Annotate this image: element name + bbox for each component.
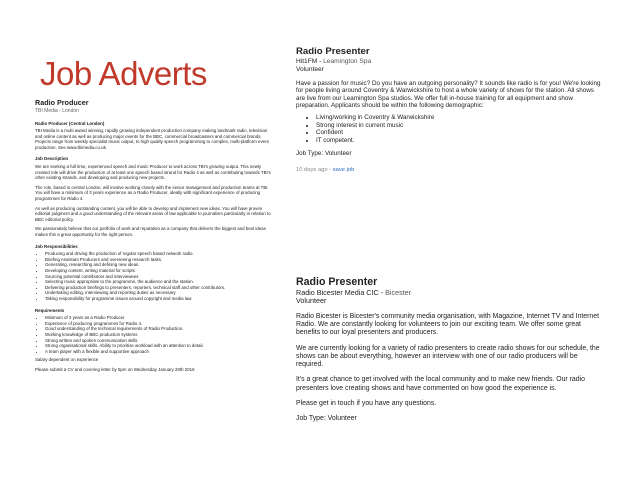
list-item: • Taking responsibility for programme issues around copyright and media law: [45, 296, 273, 302]
posted-line: 10 days ago - save job: [296, 166, 355, 173]
list-item: • Generating, researching and defining new ideas.: [45, 262, 273, 268]
advert-company-line: TBI Media - London: [35, 107, 79, 114]
advert-title: Radio Producer: [35, 99, 89, 107]
demographic-list: [296, 114, 602, 144]
description-paragraph: As well as producing outstanding content, you will be able to develop and implement new ideas. You will have proven editorial judgment and a good understanding of the relevant areas of law applicable to journalism particularly in relation to BBC editorial policy.: [35, 205, 271, 222]
list-item: • Good understanding of the technical requirements of Radio Production.: [45, 326, 273, 332]
advert-title: Radio Presenter: [296, 277, 378, 288]
hit1fm-advert: [296, 47, 602, 237]
list-item: • Experience of producing programmes for Radio 4.: [45, 321, 273, 327]
description-paragraph: The role, based in central London, will involve working closely with the senior management and production teams at TBI. You will have a minimum of 3 years experience as a Radio Producer, ideally with significant experience of producing programmes for Radio 4.: [35, 184, 269, 202]
advert-type: Volunteer: [296, 296, 327, 306]
list-item: • Living/working in Coventry & Warwickshire: [316, 114, 602, 122]
list-item: • Developing content, writing material for scripts: [45, 268, 273, 274]
advert-paragraph: It's a great chance to get involved with the local community and to make new friends. Our radio presenters love creating shows and have commented on how good the experience is.: [296, 376, 585, 392]
advert-company-line: Radio Bicester Media CIC - Bicester: [296, 287, 412, 297]
advert-company: Hit1FM: [296, 57, 318, 65]
advert-company-line: Hit1FM - Leamington Spa: [296, 57, 372, 65]
list-item: • Confident: [316, 129, 602, 137]
list-item: • Selecting music appropriate to the programme, the audience and the station.: [45, 279, 273, 285]
job-type: Job Type: Volunteer: [296, 150, 352, 158]
posted-time: 10 days ago: [296, 166, 328, 173]
apply-text: Please submit a CV and covering letter by 5pm on Wednesday January 20th 2016: [35, 366, 195, 372]
list-item: • Undertaking editing, interviewing and reporting duties as necessary: [45, 290, 273, 296]
save-job-link[interactable]: save job: [332, 166, 355, 173]
slide-title: Job Adverts: [40, 55, 207, 92]
list-item: • IT competent.: [316, 137, 602, 145]
salary-text: Salary dependent on experience: [35, 357, 99, 363]
list-item: • Producing and driving the production of regular speech based network radio.: [45, 251, 273, 257]
list-item: • Sourcing potential contributors and interviewees: [45, 274, 273, 280]
advert-subtitle: Radio Producer (Central London): [35, 120, 105, 126]
advert-location: Leamington Spa: [323, 57, 372, 65]
advert-location: Bicester: [385, 287, 412, 297]
radio-producer-advert: [35, 99, 273, 468]
responsibilities-heading: Job Responsibilities: [35, 243, 78, 249]
list-item: • Delivering production briefings to presenters, reporters, technical staff and other contributors.: [45, 285, 273, 291]
advert-intro: Have a passion for music? Do you have an outgoing personality? It sounds like radio is for you! We're looking for people living around Coventry & Warwickshire to host a whole variety of shows for the station. All shows are live from our Leamington Spa studios. We offer full in-house training for all equipment and show preparation. Applicants should be within the following demographic:: [296, 79, 601, 110]
list-item: • Briefing Assistant Producers and overseeing research tasks.: [45, 257, 273, 263]
advert-paragraph: Please get in touch if you have any questions.: [296, 400, 437, 408]
requirements-list: [35, 315, 273, 354]
requirements-heading: Requirements: [35, 307, 65, 313]
list-item: • Strong organisational skills. Ability to prioritise workload with an attention to detail.: [45, 343, 273, 349]
advert-paragraph: Radio Bicester is Bicester's community media organisation, with Magazine, Internet TV and Internet Radio. We are constantly looking for volunteers to join our exciting team. We offer some great benefits to our loyal presenters and producers.: [296, 312, 599, 337]
list-item: • Working knowledge of BBC production systems: [45, 332, 273, 338]
advert-intro: TBI Media is a multi award winning, rapidly growing independent production company making landmark radio, television and online content as well as producing major events for the BBC, commercial broadcasters and commercial brands. Projects range from weekly specialist music output, to high quality speech programming to complex, multi-platform event production. See www.tbimedia.co.uk.: [35, 128, 269, 150]
list-item: • Strong written and spoken communication skills: [45, 338, 273, 344]
advert-paragraph: We are currently looking for a variety of radio presenters to create radio shows for our schedule, the shows can be about everything, however an interview with one of our radio producers will be required.: [296, 344, 600, 369]
radio-bicester-advert: [296, 277, 602, 459]
list-item: • Strong interest in current music: [316, 122, 602, 130]
advert-company: TBI Media: [35, 107, 58, 114]
advert-type: Volunteer: [296, 65, 324, 73]
job-type: Job Type: Volunteer: [296, 415, 357, 423]
description-paragraph: We are seeking a full time, experienced speech and music Producer to work across TBI's growing output. This newly created role will drive the production of at least one speech based strand for Radio 4 as well as contributing towards TBI's other existing strands, and developing and producing new projects.: [35, 164, 271, 181]
list-item: • A team player with a flexible and supportive approach: [45, 349, 273, 355]
advert-title: Radio Presenter: [296, 47, 370, 57]
responsibilities-list: [35, 251, 273, 301]
advert-location: London: [62, 107, 79, 114]
description-paragraph: We passionately believe that our portfolio of work and reputation as a company that delivers the biggest and best ideas makes this a great opportunity for the right person.: [35, 226, 266, 237]
advert-company: Radio Bicester Media CIC: [296, 287, 379, 297]
list-item: • Minimum of 3 years as a Radio Producer: [45, 315, 273, 321]
job-description-heading: Job Description: [35, 156, 69, 162]
